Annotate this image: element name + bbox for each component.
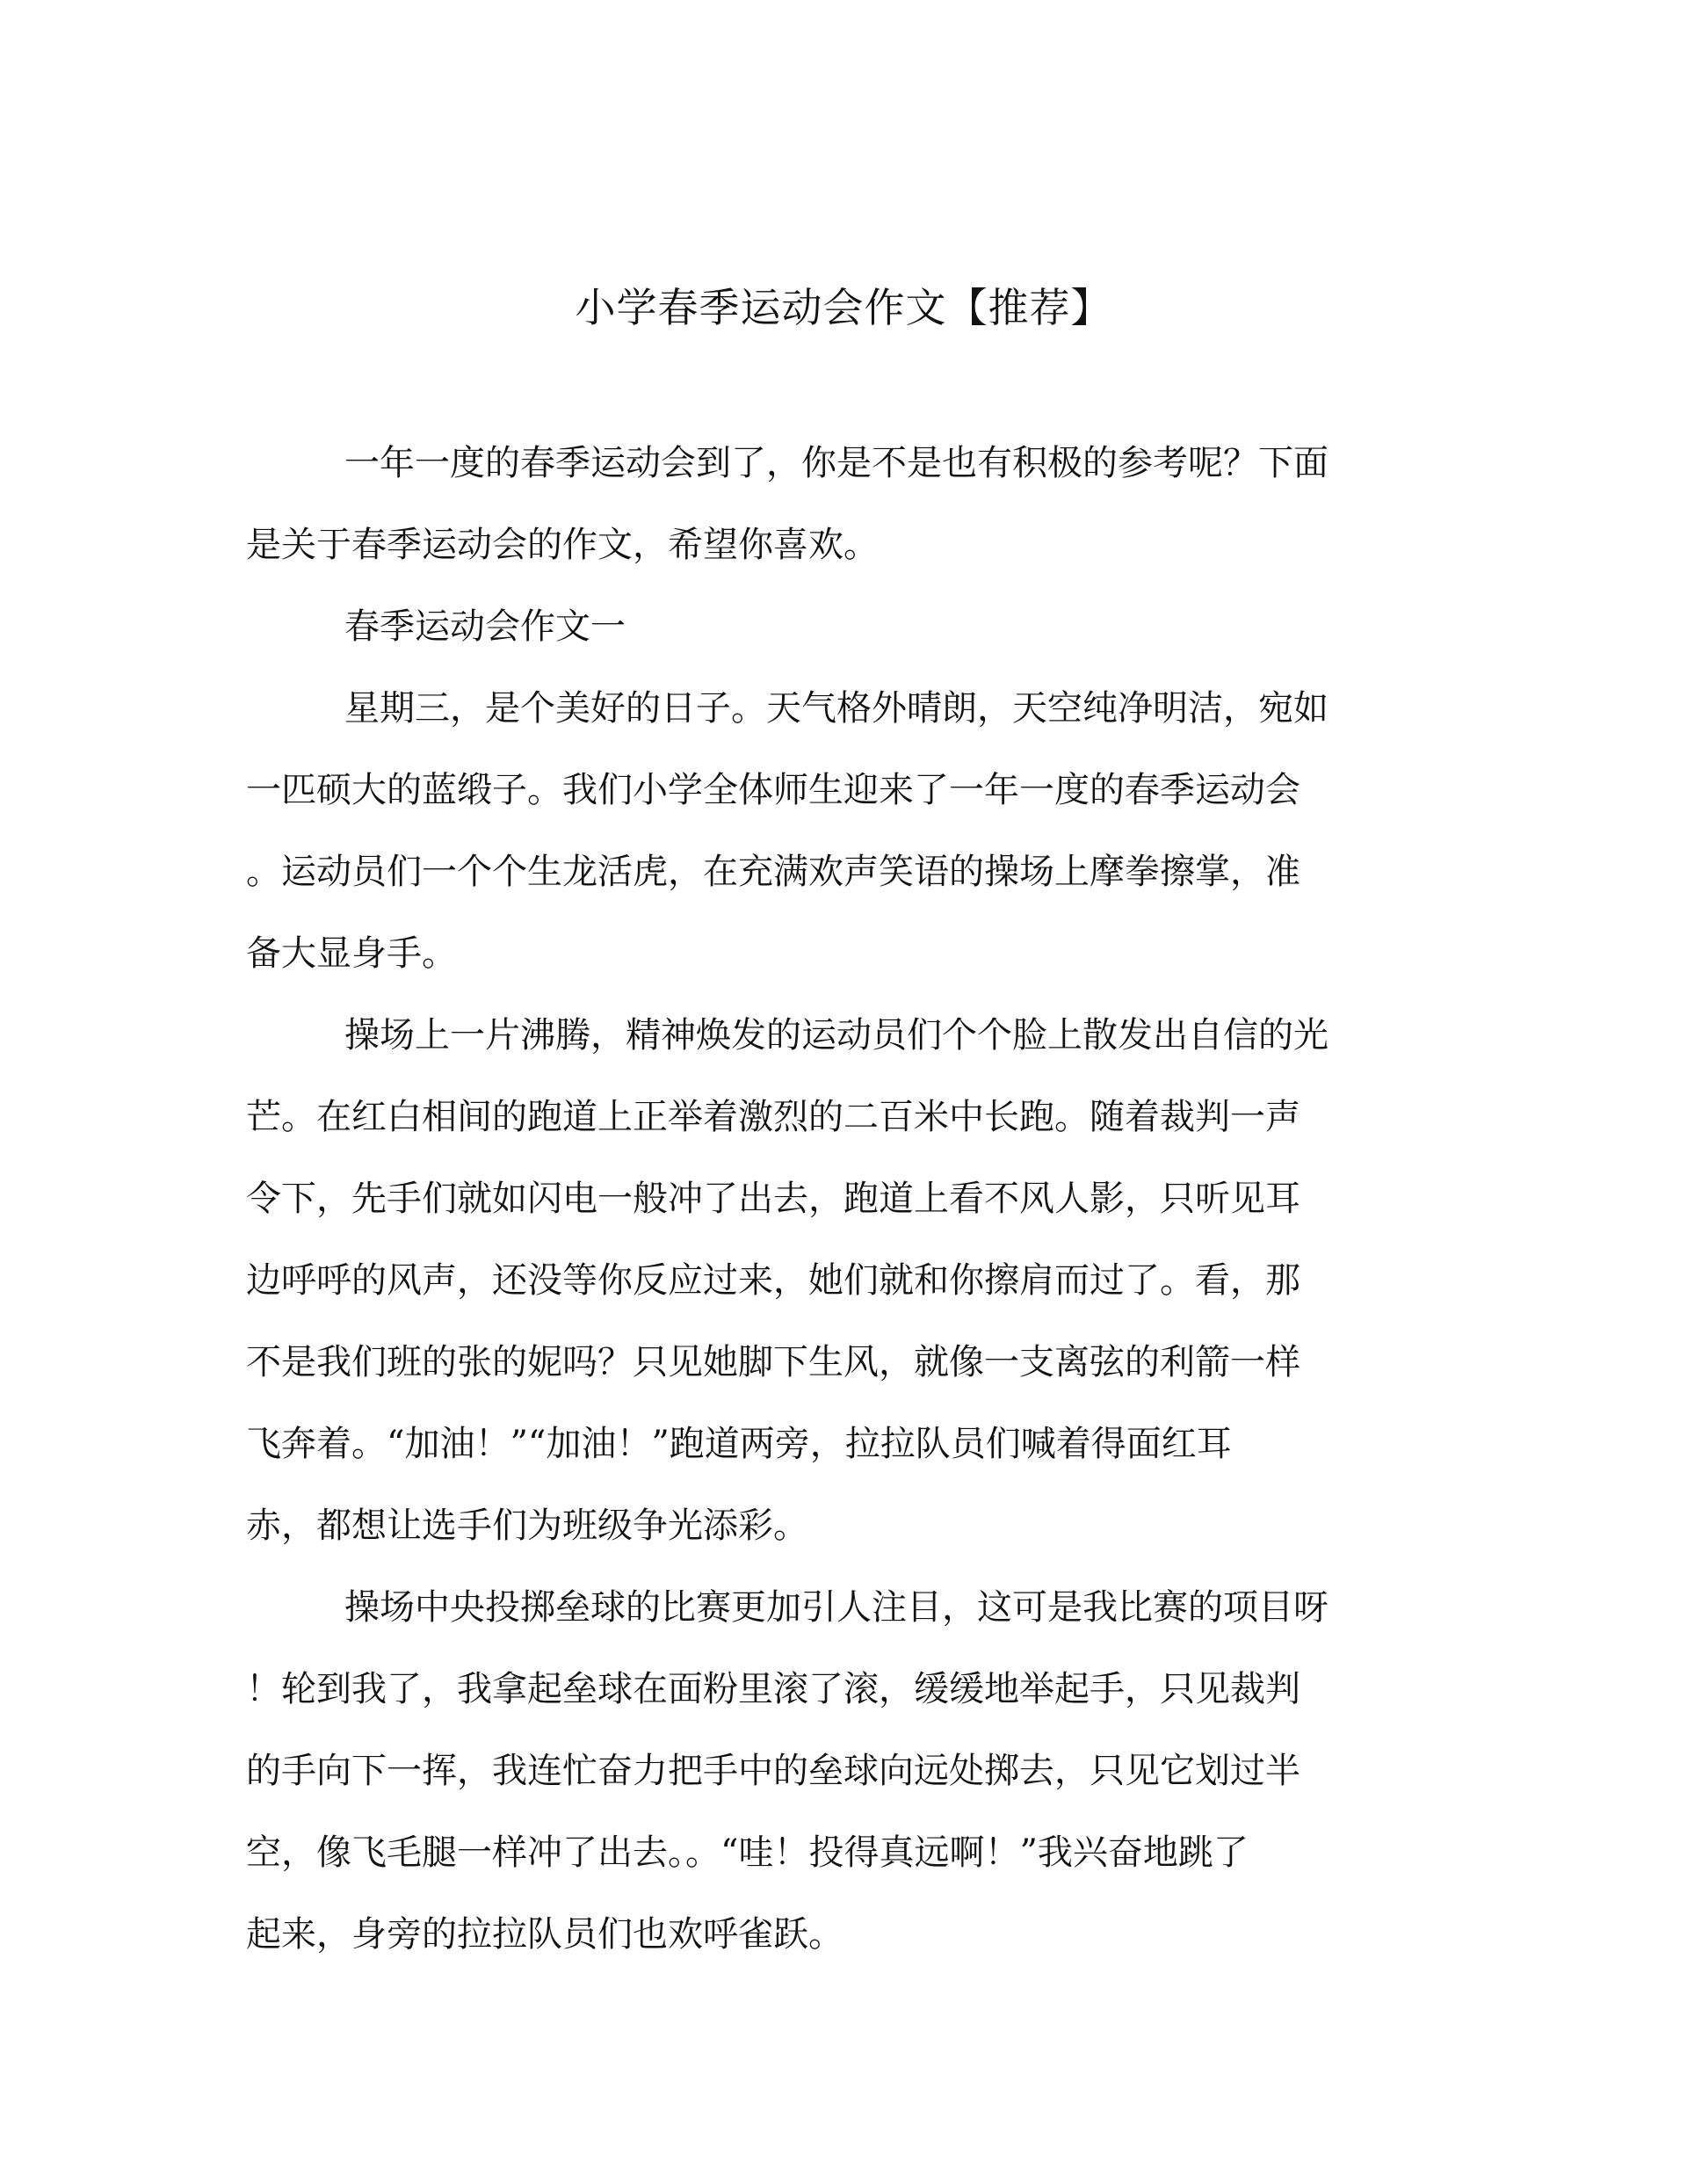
text-line: 操场上一片沸腾，精神焕发的运动员们个个脸上散发出自信的光	[344, 1015, 1329, 1056]
text-line: 的手向下一挥，我连忙奋力把手中的垒球向远处掷去，只见它划过半	[246, 1751, 1300, 1791]
text-line: 是关于春季运动会的作文，希望你喜欢。	[246, 525, 879, 565]
text-line: 。运动员们一个个生龙活虎，在充满欢声笑语的操场上摩拳擦掌，准	[246, 852, 1300, 892]
text-line: ！轮到我了，我拿起垒球在面粉里滚了滚，缓缓地举起手，只见裁判	[246, 1669, 1300, 1709]
text-line: 起来，身旁的拉拉队员们也欢呼雀跃。	[246, 1914, 844, 1955]
text-line: 飞奔着。“加油！”“加油！”跑道两旁，拉拉队员们喊着得面红耳	[246, 1424, 1232, 1464]
text-line: 备大显身手。	[246, 933, 457, 974]
document-title: 小学春季运动会作文【推荐】	[575, 284, 1112, 331]
text-line: 芒。在红白相间的跑道上正举着激烈的二百米中长跑。随着裁判一声	[246, 1097, 1300, 1137]
text-line: 赤，都想让选手们为班级争光添彩。	[246, 1506, 808, 1546]
text-line: 一年一度的春季运动会到了，你是不是也有积极的参考呢？下面	[344, 443, 1329, 483]
section-heading: 春季运动会作文一	[344, 606, 626, 647]
text-line: 空，像飞毛腿一样冲了出去。。“哇！投得真远啊！”我兴奋地跳了	[246, 1832, 1249, 1873]
text-line: 星期三，是个美好的日子。天气格外晴朗，天空纯净明洁，宛如	[344, 688, 1329, 729]
text-line: 操场中央投掷垒球的比赛更加引人注目，这可是我比赛的项目呀	[344, 1587, 1329, 1628]
text-line: 令下，先手们就如闪电一般冲了出去，跑道上看不风人影，只听见耳	[246, 1179, 1300, 1219]
text-line: 不是我们班的张的妮吗？只见她脚下生风，就像一支离弦的利箭一样	[246, 1342, 1300, 1382]
text-line: 边呼呼的风声，还没等你反应过来，她们就和你擦肩而过了。看，那	[246, 1260, 1300, 1301]
text-line: 一匹硕大的蓝缎子。我们小学全体师生迎来了一年一度的春季运动会	[246, 770, 1300, 810]
